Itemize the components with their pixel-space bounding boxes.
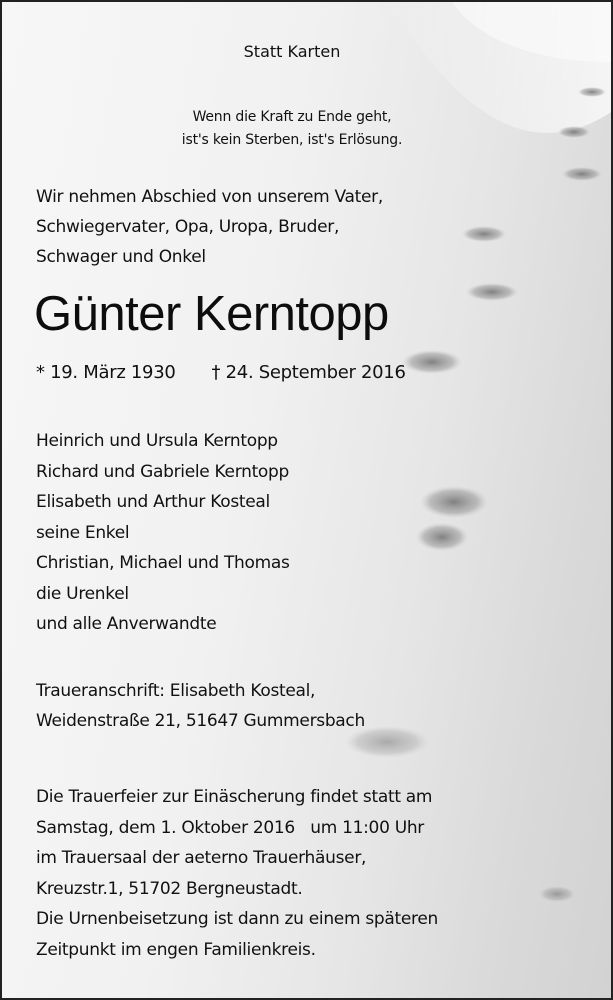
ceremony-line: Kreuzstr.1, 51702 Bergneustadt.	[36, 878, 303, 899]
intro-line: Schwiegervater, Opa, Uropa, Bruder,	[36, 217, 340, 237]
ceremony-line: im Trauersaal der aeterno Trauerhäuser,	[36, 848, 367, 868]
intro-line: Schwager und Onkel	[36, 247, 206, 267]
ceremony-line: Zeitpunkt im engen Familienkreis.	[36, 939, 316, 960]
ceremony-line: Samstag, dem 1. Oktober 2016 um 11:00 Uhr	[36, 817, 424, 838]
address-line: Weidenstraße 21, 51647 Gummersbach	[36, 711, 365, 731]
footprint	[578, 87, 606, 97]
mourner-line: Richard und Gabriele Kerntopp	[36, 461, 290, 482]
footprint	[562, 167, 602, 181]
footprint	[420, 486, 488, 518]
address-line: Traueranschrift: Elisabeth Kosteal,	[36, 681, 316, 701]
ceremony-line: Die Trauerfeier zur Einäscherung findet statt am	[36, 787, 433, 807]
footprint	[466, 283, 518, 301]
quote-line: Wenn die Kraft zu Ende geht,	[192, 109, 392, 125]
death-date: † 24. September 2016	[211, 362, 406, 383]
quote	[2, 106, 582, 152]
footprint	[462, 226, 506, 242]
birth-date: * 19. März 1930	[36, 362, 176, 383]
mourner-line: und alle Anverwandte	[36, 614, 217, 634]
intro-text	[36, 182, 383, 272]
life-dates	[36, 358, 406, 388]
mourner-line: Elisabeth und Arthur Kosteal	[36, 492, 270, 512]
footprint	[402, 350, 462, 374]
mourner-line: seine Enkel	[36, 522, 130, 543]
mourner-line: Christian, Michael und Thomas	[36, 553, 290, 573]
heading: Statt Karten	[243, 42, 341, 61]
footprint	[416, 523, 468, 551]
mourning-address	[36, 676, 365, 736]
quote-line: ist's kein Sterben, ist's Erlösung.	[181, 132, 403, 148]
intro-line: Wir nehmen Abschied von unserem Vater,	[36, 187, 383, 207]
ceremony-line: Die Urnenbeisetzung ist dann zu einem späteren	[36, 909, 438, 929]
mourner-line: Heinrich und Ursula Kerntopp	[36, 431, 278, 451]
deceased-name: Günter Kerntopp	[34, 287, 389, 341]
footprint	[539, 886, 575, 902]
ceremony-details	[36, 782, 438, 965]
mourners-list	[36, 426, 290, 640]
mourner-line: die Urenkel	[36, 583, 129, 604]
